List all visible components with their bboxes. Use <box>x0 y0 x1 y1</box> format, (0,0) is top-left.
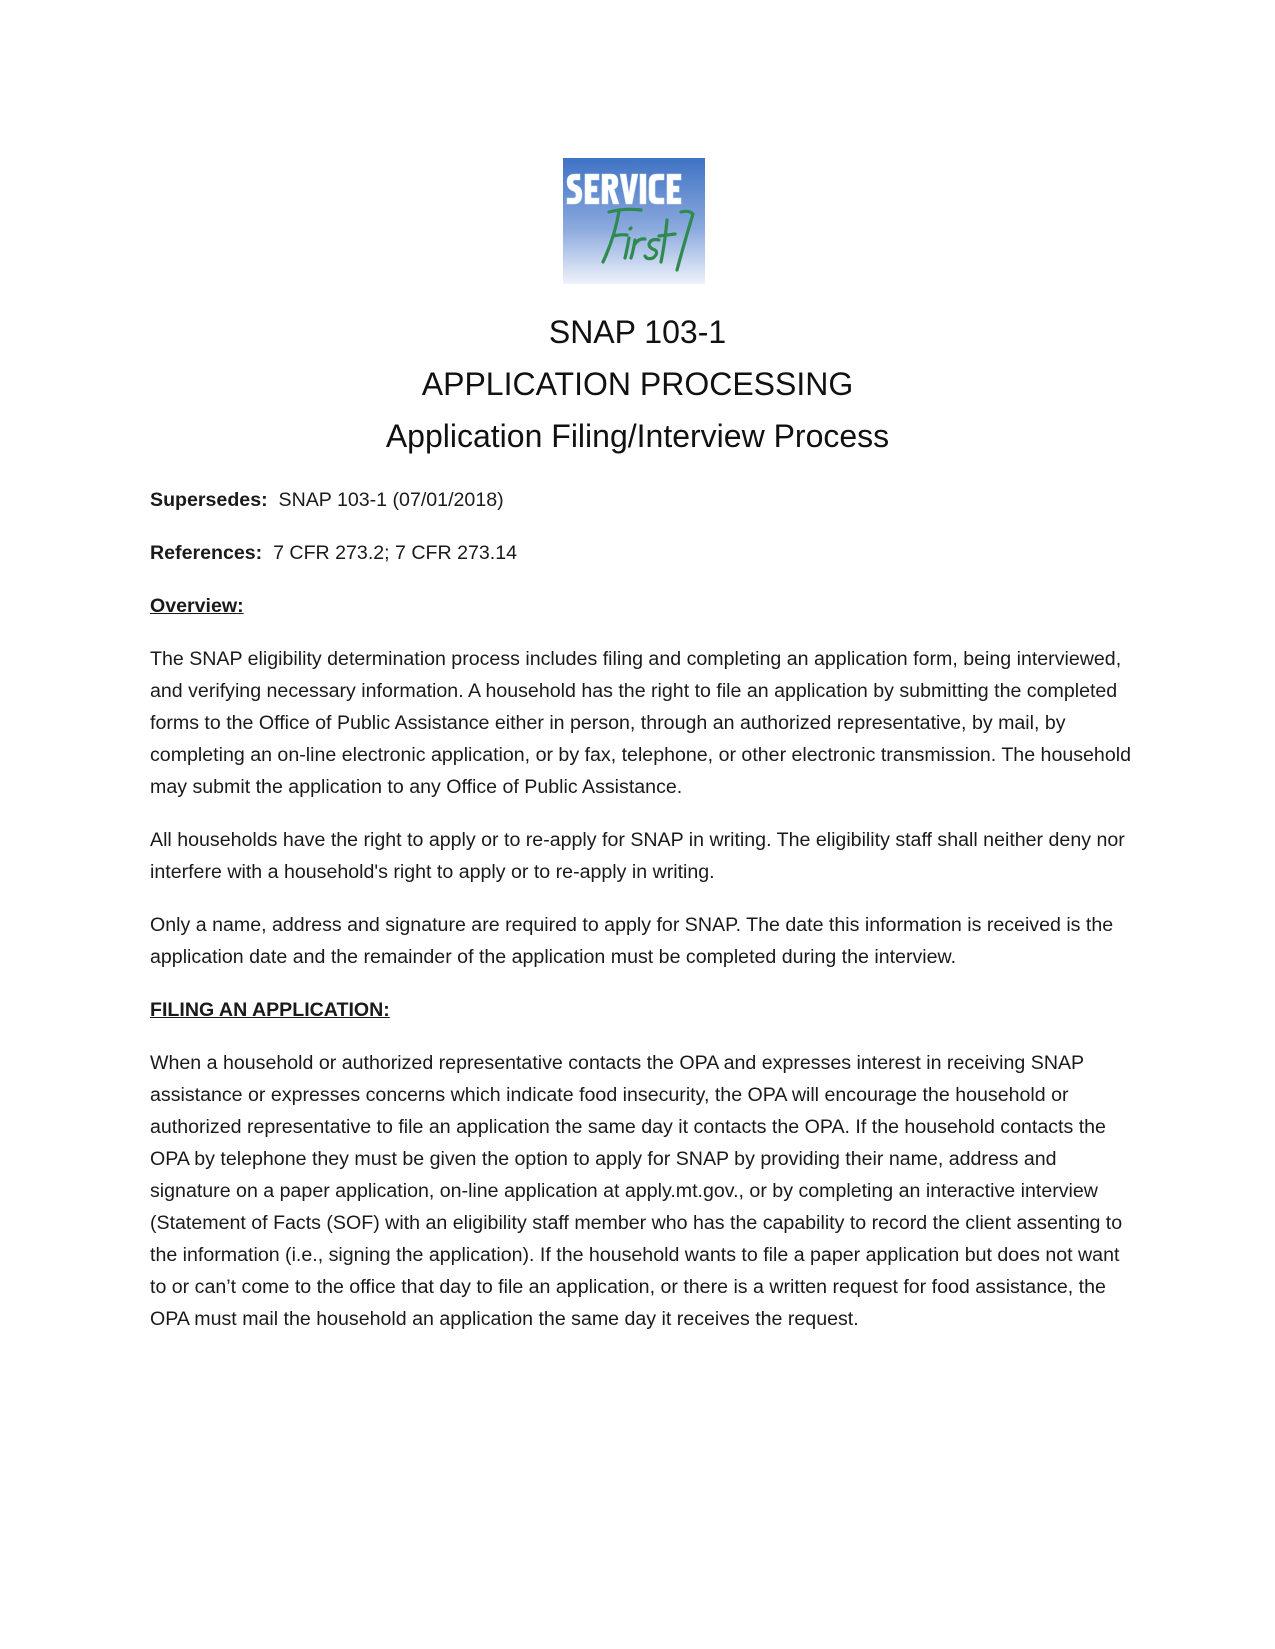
title-policy-number: SNAP 103-1 <box>548 314 727 350</box>
title-subject: Application Filing/Interview Process <box>385 418 890 454</box>
supersedes-label: Supersedes: <box>150 489 268 511</box>
document-body <box>150 484 1140 1356</box>
references-line <box>150 537 1140 569</box>
title-section: APPLICATION PROCESSING <box>421 366 854 402</box>
filing-heading: FILING AN APPLICATION: <box>150 999 390 1021</box>
service-first-logo <box>563 158 705 284</box>
document-title <box>0 306 1275 462</box>
overview-heading: Overview: <box>150 595 244 617</box>
supersedes-line <box>150 484 1140 516</box>
service-first-logo-graphic <box>563 158 705 284</box>
filing-paragraph: When a household or authorized representative contacts the OPA and expresses interest in receiving SNAP assistance or expresses concerns which indicate food insecurity, the OPA will encourage the household or authorized representative to file an application the same day it contacts the OPA. If the household contacts the OPA by telephone they must be given the option to apply for SNAP by providing their name, address and signature on a paper application, on-line application at apply.mt.gov., or by completing an interactive interview (Statement of Facts (SOF) with an eligibility staff member who has the capability to record the client assenting to the information (i.e., signing the application). If the household wants to file a paper application but does not want to or can’t come to the office that day to file an application, or there is a written request for food assistance, the OPA must mail the household an application the same day it receives the request. <box>150 1052 1123 1330</box>
overview-paragraph: All households have the right to apply or to re-apply for SNAP in writing. The eligibility staff shall neither deny nor interfere with a household's right to apply or to re-apply in writing. <box>150 829 1125 883</box>
references-value: 7 CFR 273.2; 7 CFR 273.14 <box>273 542 518 564</box>
overview-paragraph: The SNAP eligibility determination process includes filing and completing an application form, being interviewed, and verifying necessary information. A household has the right to file an application by submitting the completed forms to the Office of Public Assistance either in person, through an authorized representative, by mail, by completing an on-line electronic application, or by fax, telephone, or other electronic transmission. The household may submit the application to any Office of Public Assistance. <box>150 648 1131 798</box>
supersedes-value: SNAP 103-1 (07/01/2018) <box>278 489 504 511</box>
overview-paragraph: Only a name, address and signature are required to apply for SNAP. The date this information is received is the application date and the remainder of the application must be completed during the interview. <box>150 914 1114 968</box>
references-label: References: <box>150 542 263 564</box>
